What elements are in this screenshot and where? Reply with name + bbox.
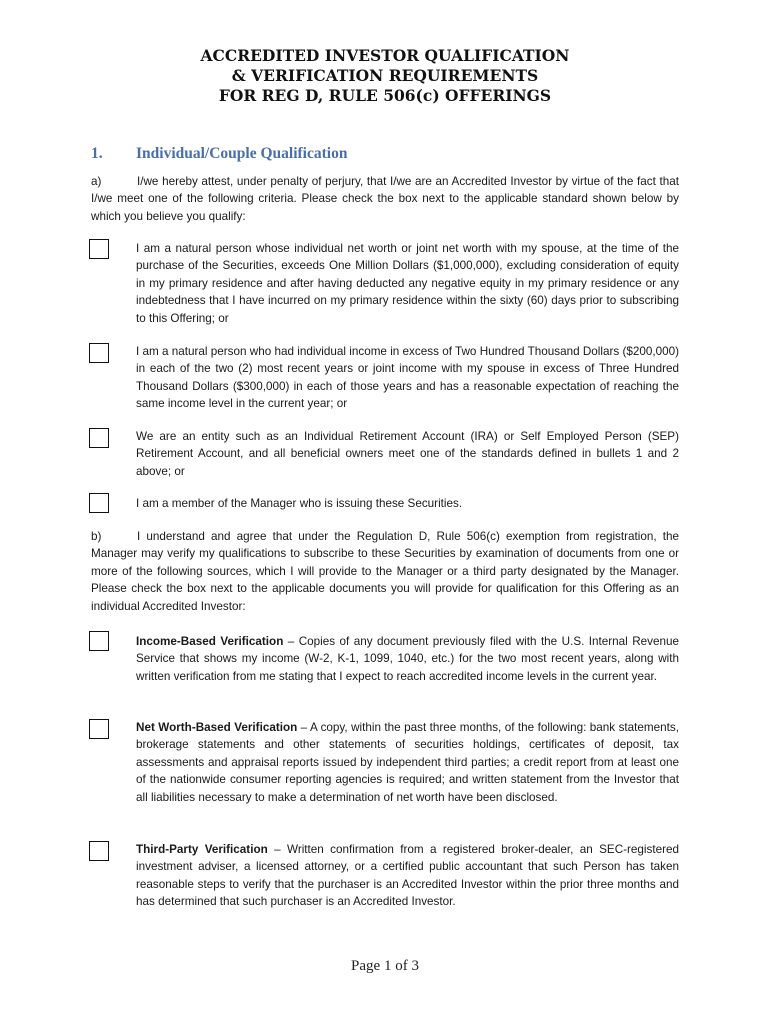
net-worth-verification-checkbox[interactable] (89, 719, 109, 739)
paragraph-a-label: a) (91, 175, 102, 188)
income-verification-item (136, 633, 679, 685)
paragraph-b (91, 528, 679, 615)
paragraph-a-text: I/we hereby attest, under penalty of perjury, that I/we are an Accredited Investor by virtue of the fact that I/we meet one of the following criteria. Please check the box next to the applicable standard shown below by which you believe you qualify: (91, 175, 679, 223)
third-party-verification-text: – Written confirmation from a registered broker-dealer, an SEC-registered investment adviser, a licensed attorney, or a certified public accountant that such Person has taken reasonable steps to verify that the purchaser is an Accredited Investor within the prior three months and has determined that such purchaser is an Accredited Investor. (136, 843, 679, 909)
paragraph-b-text: I understand and agree that under the Regulation D, Rule 506(c) exemption from registration, the Manager may verify my qualifications to subscribe to these Securities by examination of documents from one or more of the following sources, which I will provide to the Manager or a third party designated by the Manager. Please check the box next to the applicable documents you will provide for qualification for this Offering as an individual Accredited Investor: (91, 530, 679, 613)
criteria-1-text: I am a natural person whose individual net worth or joint net worth with my spouse, at the time of the purchase of the Securities, exceeds One Million Dollars ($1,000,000), excluding consideration of equity in my primary residence and after having deducted any negative equity in my primary residence or any indebtedness that I have incurred on my primary residence within the sixty (60) days prior to subscribing to this Offering; or (136, 242, 679, 325)
paragraph-b-label: b) (91, 530, 102, 543)
title-line-3: FOR REG D, RULE 506(c) OFFERINGS (218, 86, 552, 105)
third-party-verification-label: Third-Party Verification (136, 843, 268, 856)
income-verification-label: Income-Based Verification (136, 635, 284, 648)
net-worth-verification-item (136, 719, 679, 806)
title-line-1: ACCREDITED INVESTOR QUALIFICATION (200, 46, 570, 65)
section-number: 1. (91, 145, 103, 162)
paragraph-a (91, 173, 679, 225)
income-verification-text: – Copies of any document previously filed with the U.S. Internal Revenue Service that shows my income (W-2, K-1, 1099, 1040, etc.) for the two most recent years, along with written verification from me stating that I expect to reach accredited income levels in the current year. (136, 635, 680, 683)
criteria-4-text: I am a member of the Manager who is issuing these Securities. (136, 497, 463, 510)
document-title (0, 46, 770, 106)
criteria-2-text: I am a natural person who had individual income in excess of Two Hundred Thousand Dollars ($200,000) in each of the two (2) most recent years or joint income with my spouse in excess of Three Hundred Thousand Dollars ($300,000) in each of those years and has a reasonable expectation of reaching the same income level in the current year; or (136, 345, 679, 411)
third-party-verification-item (136, 841, 679, 911)
page-number: Page 1 of 3 (351, 958, 419, 974)
criteria-1-checkbox[interactable] (89, 239, 109, 259)
criteria-4-checkbox[interactable] (89, 493, 109, 513)
net-worth-verification-label: Net Worth-Based Verification (136, 721, 298, 734)
third-party-verification-checkbox[interactable] (89, 841, 109, 861)
income-verification-checkbox[interactable] (89, 631, 109, 651)
criteria-3-checkbox[interactable] (89, 428, 109, 448)
title-line-2: & VERIFICATION REQUIREMENTS (231, 66, 539, 85)
net-worth-verification-text: – A copy, within the past three months, of the following: bank statements, brokerage statements and other statements of securities holdings, certificates of deposit, tax assessments and appraisal reports issued by independent third parties; a credit report from at least one of the nationwide consumer reporting agencies is required; and written statement from the Investor that all liabilities necessary to make a determination of net worth have been disclosed. (136, 721, 679, 804)
criteria-3-text: We are an entity such as an Individual Retirement Account (IRA) or Self Employed Person (SEP) Retirement Account, and all beneficial owners meet one of the standards defined in bullets 1 and 2 above; or (136, 430, 679, 478)
section-heading: Individual/Couple Qualification (136, 145, 348, 162)
criteria-2-checkbox[interactable] (89, 343, 109, 363)
